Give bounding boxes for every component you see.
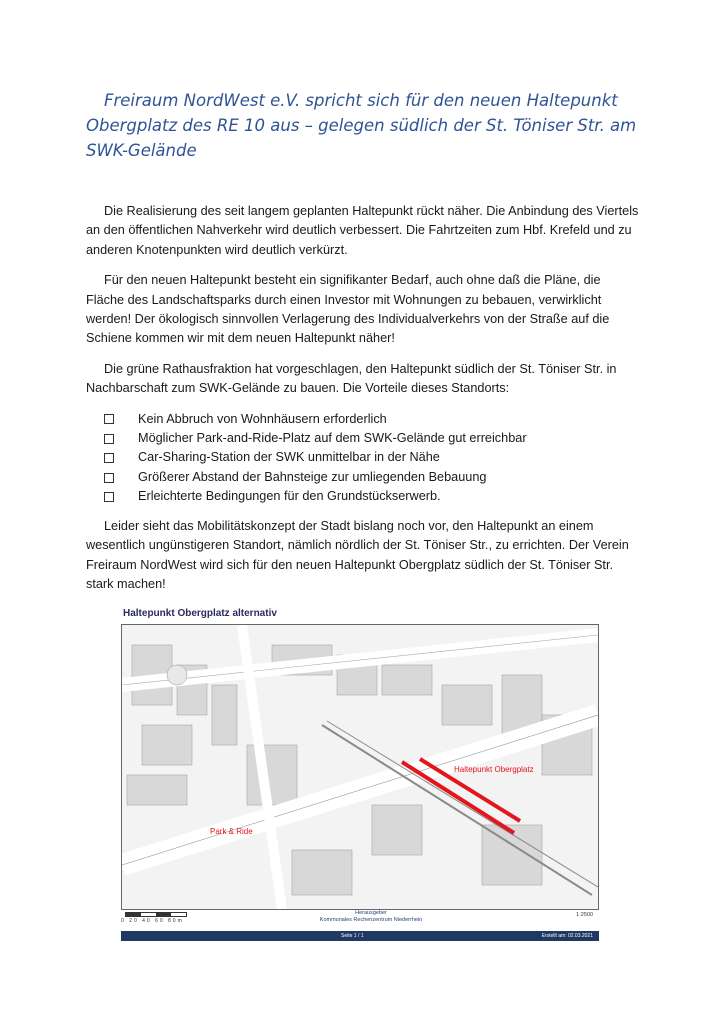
map-figure [121,606,599,942]
list-item: Größerer Abstand der Bahnsteige zur umliegenden Bebauung [86,468,642,487]
paragraph-1: Die Realisierung des seit langem geplanten Haltepunkt rückt näher. Die Anbindung des Viertels an den öffentlichen Nahverkehr wird deutlich verbessert. Die Fahrtzeiten zum Hbf. Krefeld und zu anderen Knotenpunkten wird deutlich verkürzt. [86,204,639,257]
map-image [121,624,599,910]
station-label: Haltepunkt Obergplatz [454,765,534,774]
scale-labels: 0 20 40 60 80m [121,918,184,924]
square-bullet-icon [104,492,114,502]
square-bullet-icon [104,434,114,444]
map-scale-ratio: 1:2500 [576,912,593,918]
paragraph-3: Die grüne Rathausfraktion hat vorgeschlagen, den Haltepunkt südlich der St. Töniser Str. in Nachbarschaft zum SWK-Gelände zu bauen. Die Vorteile dieses Standorts: [86,361,617,396]
list-item: Kein Abbruch von Wohnhäusern erforderlich [86,410,642,429]
list-item: Möglicher Park-and-Ride-Platz auf dem SWK-Gelände gut erreichbar [86,429,642,448]
map-publisher: Herausgeber Kommunales Rechenzentrum Niederrhein [319,910,423,923]
square-bullet-icon [104,473,114,483]
square-bullet-icon [104,414,114,424]
title-text: Freiraum NordWest e.V. spricht sich für den neuen Haltepunkt Obergplatz des RE 10 aus – gelegen südlich der St. Töniser Str. am SWK-Gelände [86,91,637,160]
article-body [86,202,642,605]
scale-bar [125,912,187,917]
map-page-number: Seite 1 / 1 [341,933,364,939]
square-bullet-icon [104,453,114,463]
page-title [86,88,646,163]
map-created-date: Erstellt am: 02.03.2021 [541,933,593,939]
map-info-bar [121,931,599,941]
list-item: Erleichterte Bedingungen für den Grundstückserwerb. [86,487,642,506]
park-ride-label: Park & Ride [210,827,253,836]
paragraph-2: Für den neuen Haltepunkt besteht ein signifikanter Bedarf, auch ohne daß die Pläne, die Fläche des Landschaftsparks durch einen Investor mit Wohnungen zu bebauen, verwirklicht werden! Der ökologisch sinnvollen Verlagerung des Individualverkehrs von der Straße auf die Schiene kommen wir mit dem neuen Haltepunkt näher! [86,273,610,346]
list-item: Car-Sharing-Station der SWK unmittelbar in der Nähe [86,448,642,467]
advantages-list [86,410,642,507]
map-footer [121,908,599,930]
paragraph-closing: Leider sieht das Mobilitätskonzept der Stadt bislang noch vor, den Haltepunkt an einem wesentlich ungünstigeren Standort, nämlich nördlich der St. Töniser Str., zu errichten. Der Verein Freiraum NordWest wird sich für den neuen Haltepunkt Obergplatz südlich der St. Töniser Str. stark machen! [86,518,629,591]
map-title: Haltepunkt Obergplatz alternativ [123,608,277,619]
